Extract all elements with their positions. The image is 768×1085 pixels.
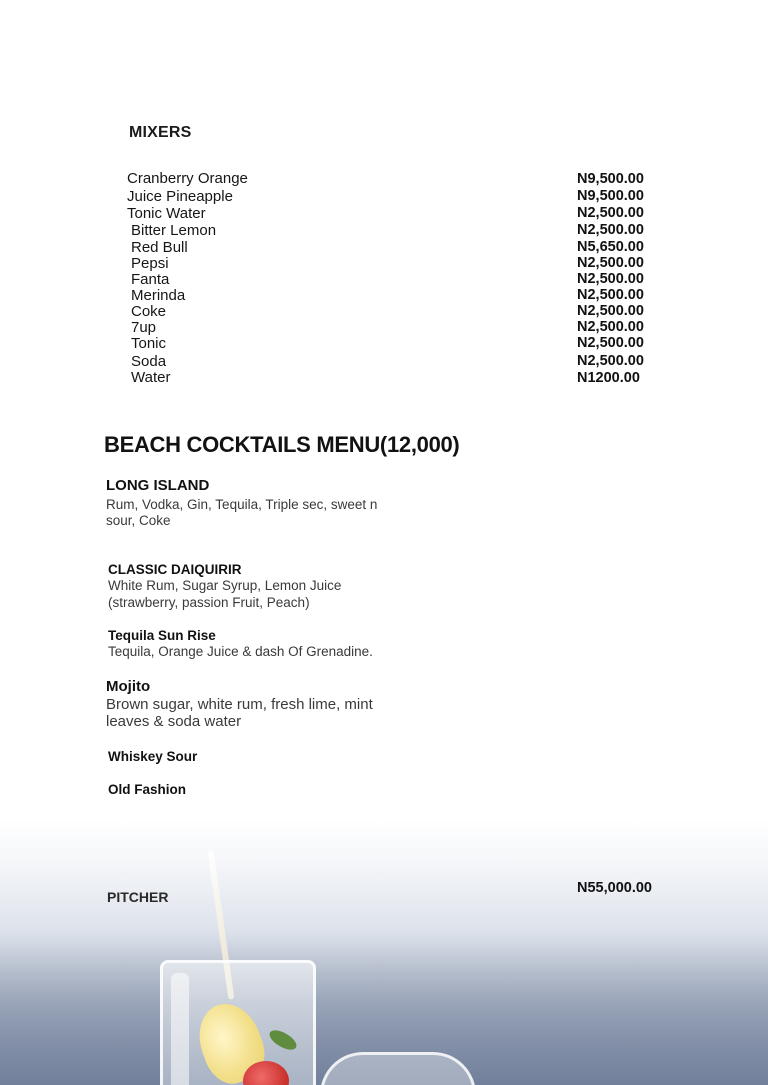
cocktail-description: Rum, Vodka, Gin, Tequila, Triple sec, sweet n bbox=[106, 497, 378, 512]
mixer-price: N9,500.00 bbox=[577, 188, 644, 204]
mixer-price: N5,650.00 bbox=[577, 239, 644, 255]
mixer-name: 7up bbox=[131, 319, 157, 336]
mixer-name: Tonic Water bbox=[127, 205, 206, 222]
mixers-title: MIXERS bbox=[129, 124, 192, 141]
cocktail-description: Tequila, Orange Juice & dash Of Grenadine. bbox=[108, 644, 373, 659]
cocktail-name: CLASSIC DAIQUIRIR bbox=[108, 562, 242, 577]
cocktail-photo bbox=[0, 820, 768, 1085]
glass-shine bbox=[171, 973, 189, 1085]
mixer-price: N2,500.00 bbox=[577, 335, 644, 351]
mixer-price: N2,500.00 bbox=[577, 353, 644, 369]
mixer-price: N2,500.00 bbox=[577, 222, 644, 238]
mixer-name: Pepsi bbox=[131, 255, 169, 272]
mixer-name: Red Bull bbox=[131, 239, 188, 256]
mixer-name: Water bbox=[131, 369, 171, 386]
mixer-price: N9,500.00 bbox=[577, 171, 644, 187]
mixer-price: N2,500.00 bbox=[577, 205, 644, 221]
mixer-price: N2,500.00 bbox=[577, 287, 644, 303]
mixer-name: Tonic bbox=[131, 335, 167, 352]
mixer-name: Soda bbox=[131, 353, 167, 370]
pitcher-price: N55,000.00 bbox=[577, 880, 652, 896]
mixer-price: N2,500.00 bbox=[577, 255, 644, 271]
glass-graphic bbox=[160, 960, 316, 1085]
cocktail-name: Old Fashion bbox=[108, 782, 187, 797]
mixer-name: Bitter Lemon bbox=[131, 222, 217, 239]
cocktail-description: sour, Coke bbox=[106, 513, 171, 528]
cocktails-title: BEACH COCKTAILS MENU(12,000) bbox=[104, 432, 460, 457]
cocktail-description: (strawberry, passion Fruit, Peach) bbox=[108, 595, 310, 610]
mixer-name: Fanta bbox=[131, 271, 170, 288]
mixer-price: N2,500.00 bbox=[577, 271, 644, 287]
pitcher-label: PITCHER bbox=[107, 889, 169, 905]
cocktail-description: leaves & soda water bbox=[106, 713, 242, 730]
cocktail-name: LONG ISLAND bbox=[106, 477, 210, 494]
second-glass-graphic bbox=[320, 1052, 476, 1085]
mixer-price: N1200.00 bbox=[577, 370, 640, 386]
mixer-name: Cranberry Orange bbox=[127, 170, 248, 187]
mixer-name: Juice Pineapple bbox=[127, 188, 233, 205]
mint-leaf-graphic bbox=[267, 1026, 300, 1053]
cocktail-name: Tequila Sun Rise bbox=[108, 628, 216, 643]
mixer-name: Coke bbox=[131, 303, 167, 320]
mixer-price: N2,500.00 bbox=[577, 319, 644, 335]
cocktail-description: White Rum, Sugar Syrup, Lemon Juice bbox=[108, 578, 342, 593]
mixer-name: Merinda bbox=[131, 287, 186, 304]
cocktail-name: Mojito bbox=[106, 678, 151, 695]
cocktail-name: Whiskey Sour bbox=[108, 749, 198, 764]
mixer-price: N2,500.00 bbox=[577, 303, 644, 319]
cocktail-description: Brown sugar, white rum, fresh lime, mint bbox=[106, 696, 373, 713]
